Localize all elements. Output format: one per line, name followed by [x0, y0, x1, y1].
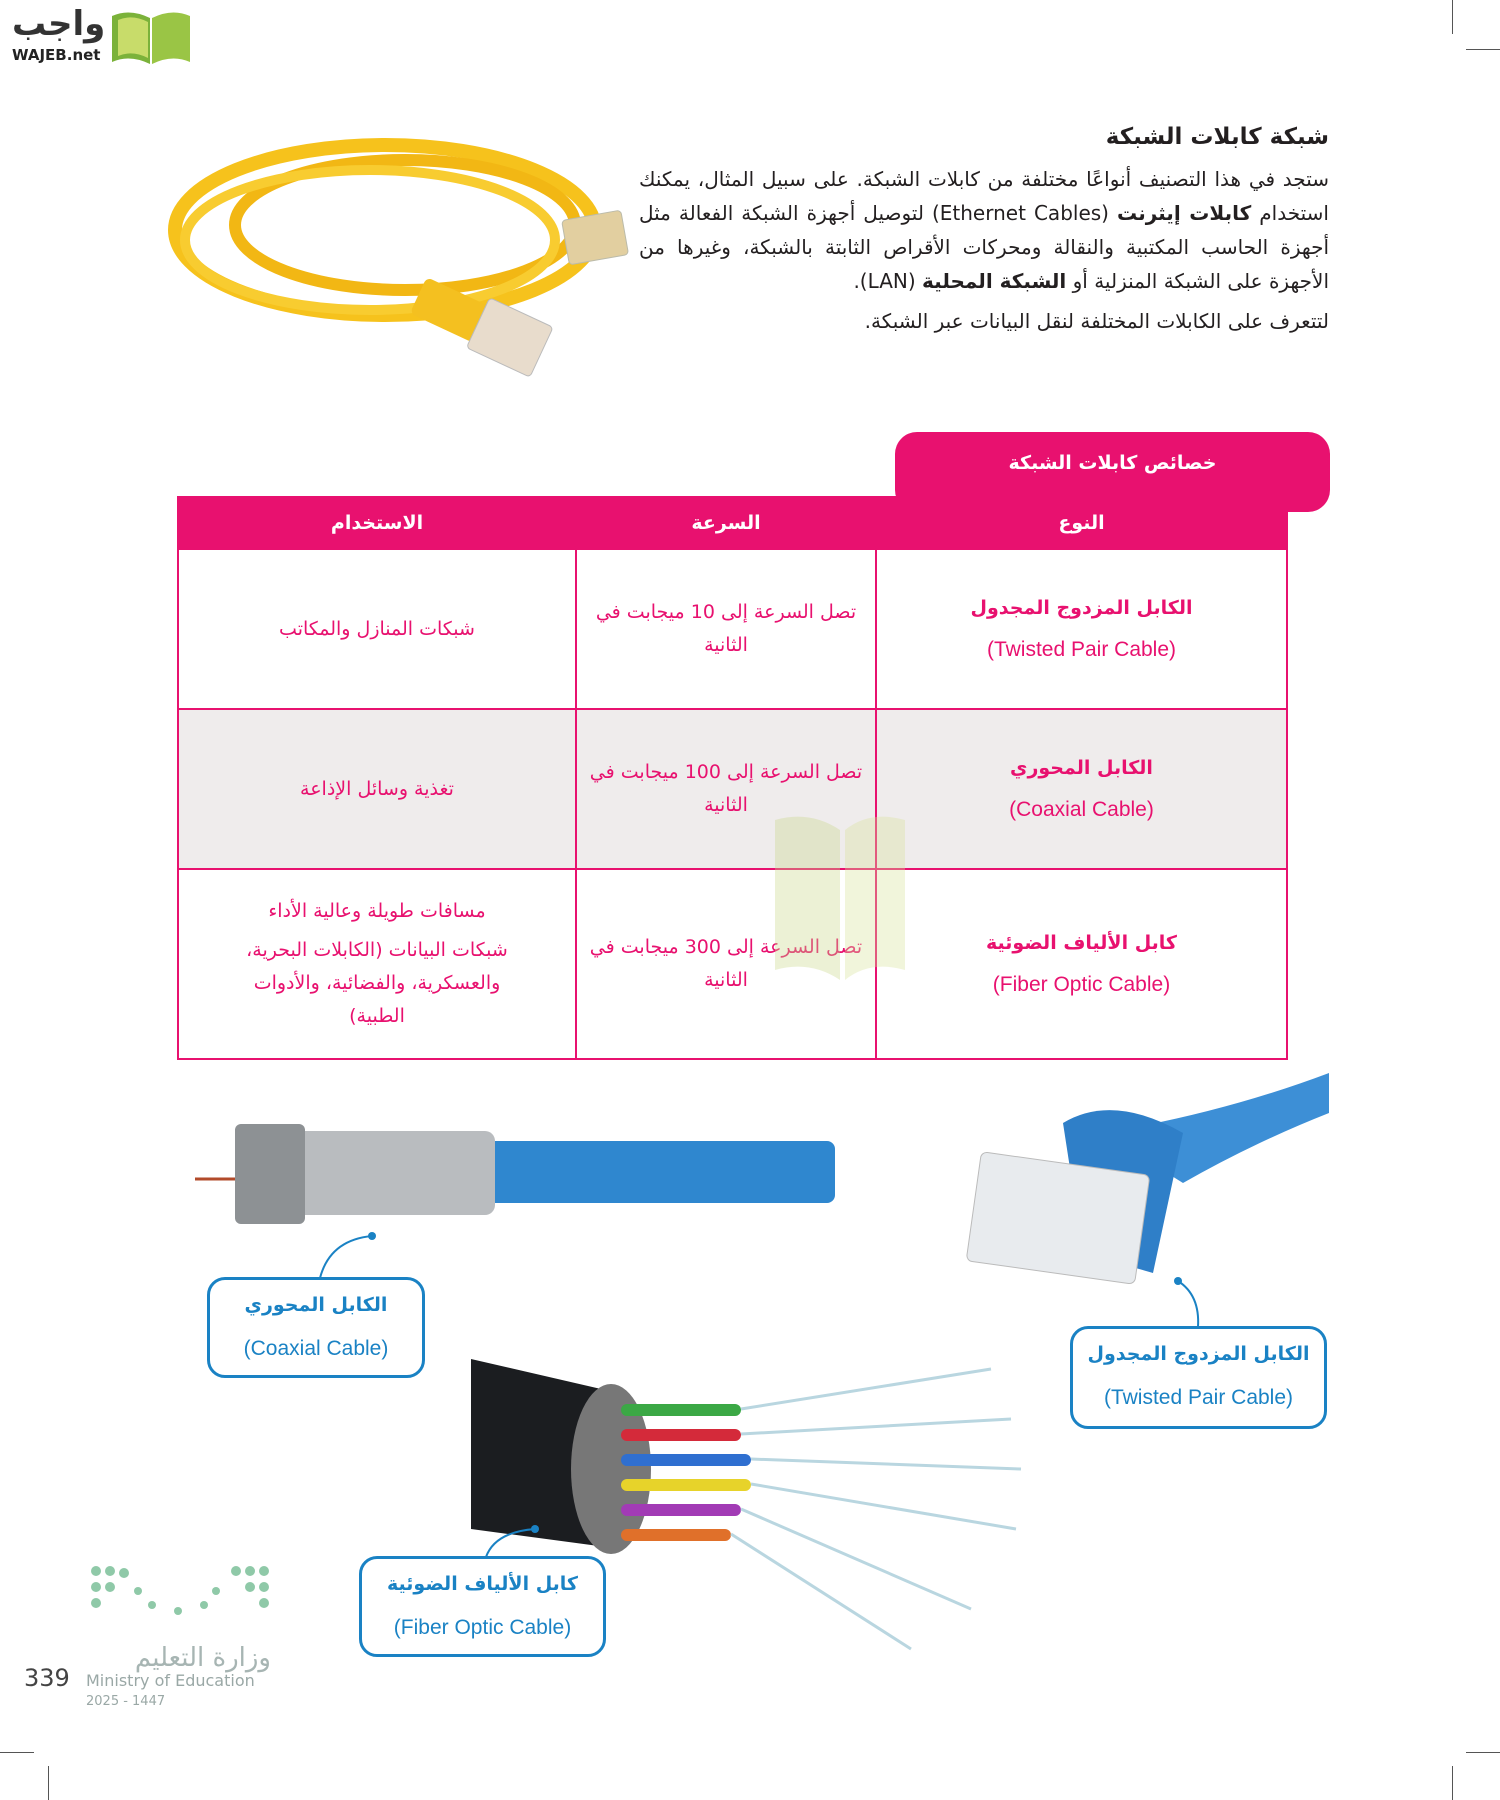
header-type: النوع: [876, 497, 1287, 549]
logo-arabic: واجب: [12, 4, 106, 44]
ministry-year: 2025 - 1447: [86, 1694, 166, 1709]
cell-speed: تصل السرعة إلى 10 ميجابت في الثانية: [576, 549, 876, 709]
cable-properties-table: [177, 496, 1288, 1060]
ministry-english: Ministry of Education: [86, 1671, 255, 1690]
cell-usage: شبكات المنازل والمكاتب: [178, 549, 576, 709]
ministry-logo: [86, 1561, 271, 1721]
crop-mark: [48, 1766, 49, 1800]
cell-usage: مسافات طويلة وعالية الأداء شبكات البيانات (الكابلات البحرية، والعسكرية، والفضائية، والأدوات الطبية): [178, 869, 576, 1059]
section-text-block: [639, 162, 1329, 338]
coaxial-cable-image: [195, 1119, 840, 1244]
page-number: 339: [24, 1664, 70, 1692]
crop-mark: [1466, 1752, 1500, 1753]
cell-speed: تصل السرعة إلى 100 ميجابت في الثانية: [576, 709, 876, 869]
twisted-pair-label: الكابل المزدوج المجدول (Twisted Pair Cable): [1070, 1326, 1327, 1429]
table-row: [178, 709, 1287, 869]
crop-mark: [0, 1752, 34, 1753]
fiber-pointer-line: [480, 1524, 540, 1559]
table-row: [178, 549, 1287, 709]
twisted-pair-pointer-line: [1170, 1275, 1210, 1330]
cell-type: كابل الألياف الضوئية (Fiber Optic Cable): [876, 869, 1287, 1059]
header-speed: السرعة: [576, 497, 876, 549]
table-header-row: [178, 497, 1287, 549]
header-usage: الاستخدام: [178, 497, 576, 549]
coaxial-pointer-line: [310, 1230, 380, 1280]
fiber-optic-label: كابل الألياف الضوئية (Fiber Optic Cable): [359, 1556, 606, 1657]
section-paragraph: ستجد في هذا التصنيف أنواعًا مختلفة من كابلات الشبكة. على سبيل المثال، يمكنك استخدام كابلات إيثرنت (Ethernet Cables) لتوصيل أجهزة الشبكة الفعالة مثل أجهزة الحاسب المكتبية والنقالة ومحركات الأقراص الثابتة بالشبكة، وغيرها من الأجهزة على الشبكة المنزلية أو الشبكة المحلية (LAN).: [639, 167, 1329, 293]
crop-mark: [1452, 0, 1453, 34]
ministry-dots-emblem: [86, 1561, 271, 1631]
cell-type: الكابل المزدوج المجدول (Twisted Pair Cable): [876, 549, 1287, 709]
table-caption-tab: خصائص كابلات الشبكة: [895, 432, 1330, 512]
cell-usage: تغذية وسائل الإذاعة: [178, 709, 576, 869]
cell-speed: تصل السرعة إلى 300 ميجابت في الثانية: [576, 869, 876, 1059]
cell-type: الكابل المحوري (Coaxial Cable): [876, 709, 1287, 869]
section-title: شبكة كابلات الشبكة: [1105, 124, 1329, 150]
ethernet-cable-image: [155, 120, 667, 405]
wajeb-logo[interactable]: [8, 4, 193, 68]
book-icon: [110, 8, 192, 66]
logo-latin: WAJEB.net: [12, 46, 101, 64]
crop-mark: [1466, 49, 1500, 50]
ministry-arabic: وزارة التعليم: [134, 1643, 271, 1673]
coaxial-label: الكابل المحوري (Coaxial Cable): [207, 1277, 425, 1378]
intro-text: لتتعرف على الكابلات المختلفة لنقل البيانات عبر الشبكة.: [864, 309, 1329, 333]
twisted-pair-cable-image: [953, 1073, 1329, 1337]
table-row: [178, 869, 1287, 1059]
crop-mark: [1452, 1766, 1453, 1800]
